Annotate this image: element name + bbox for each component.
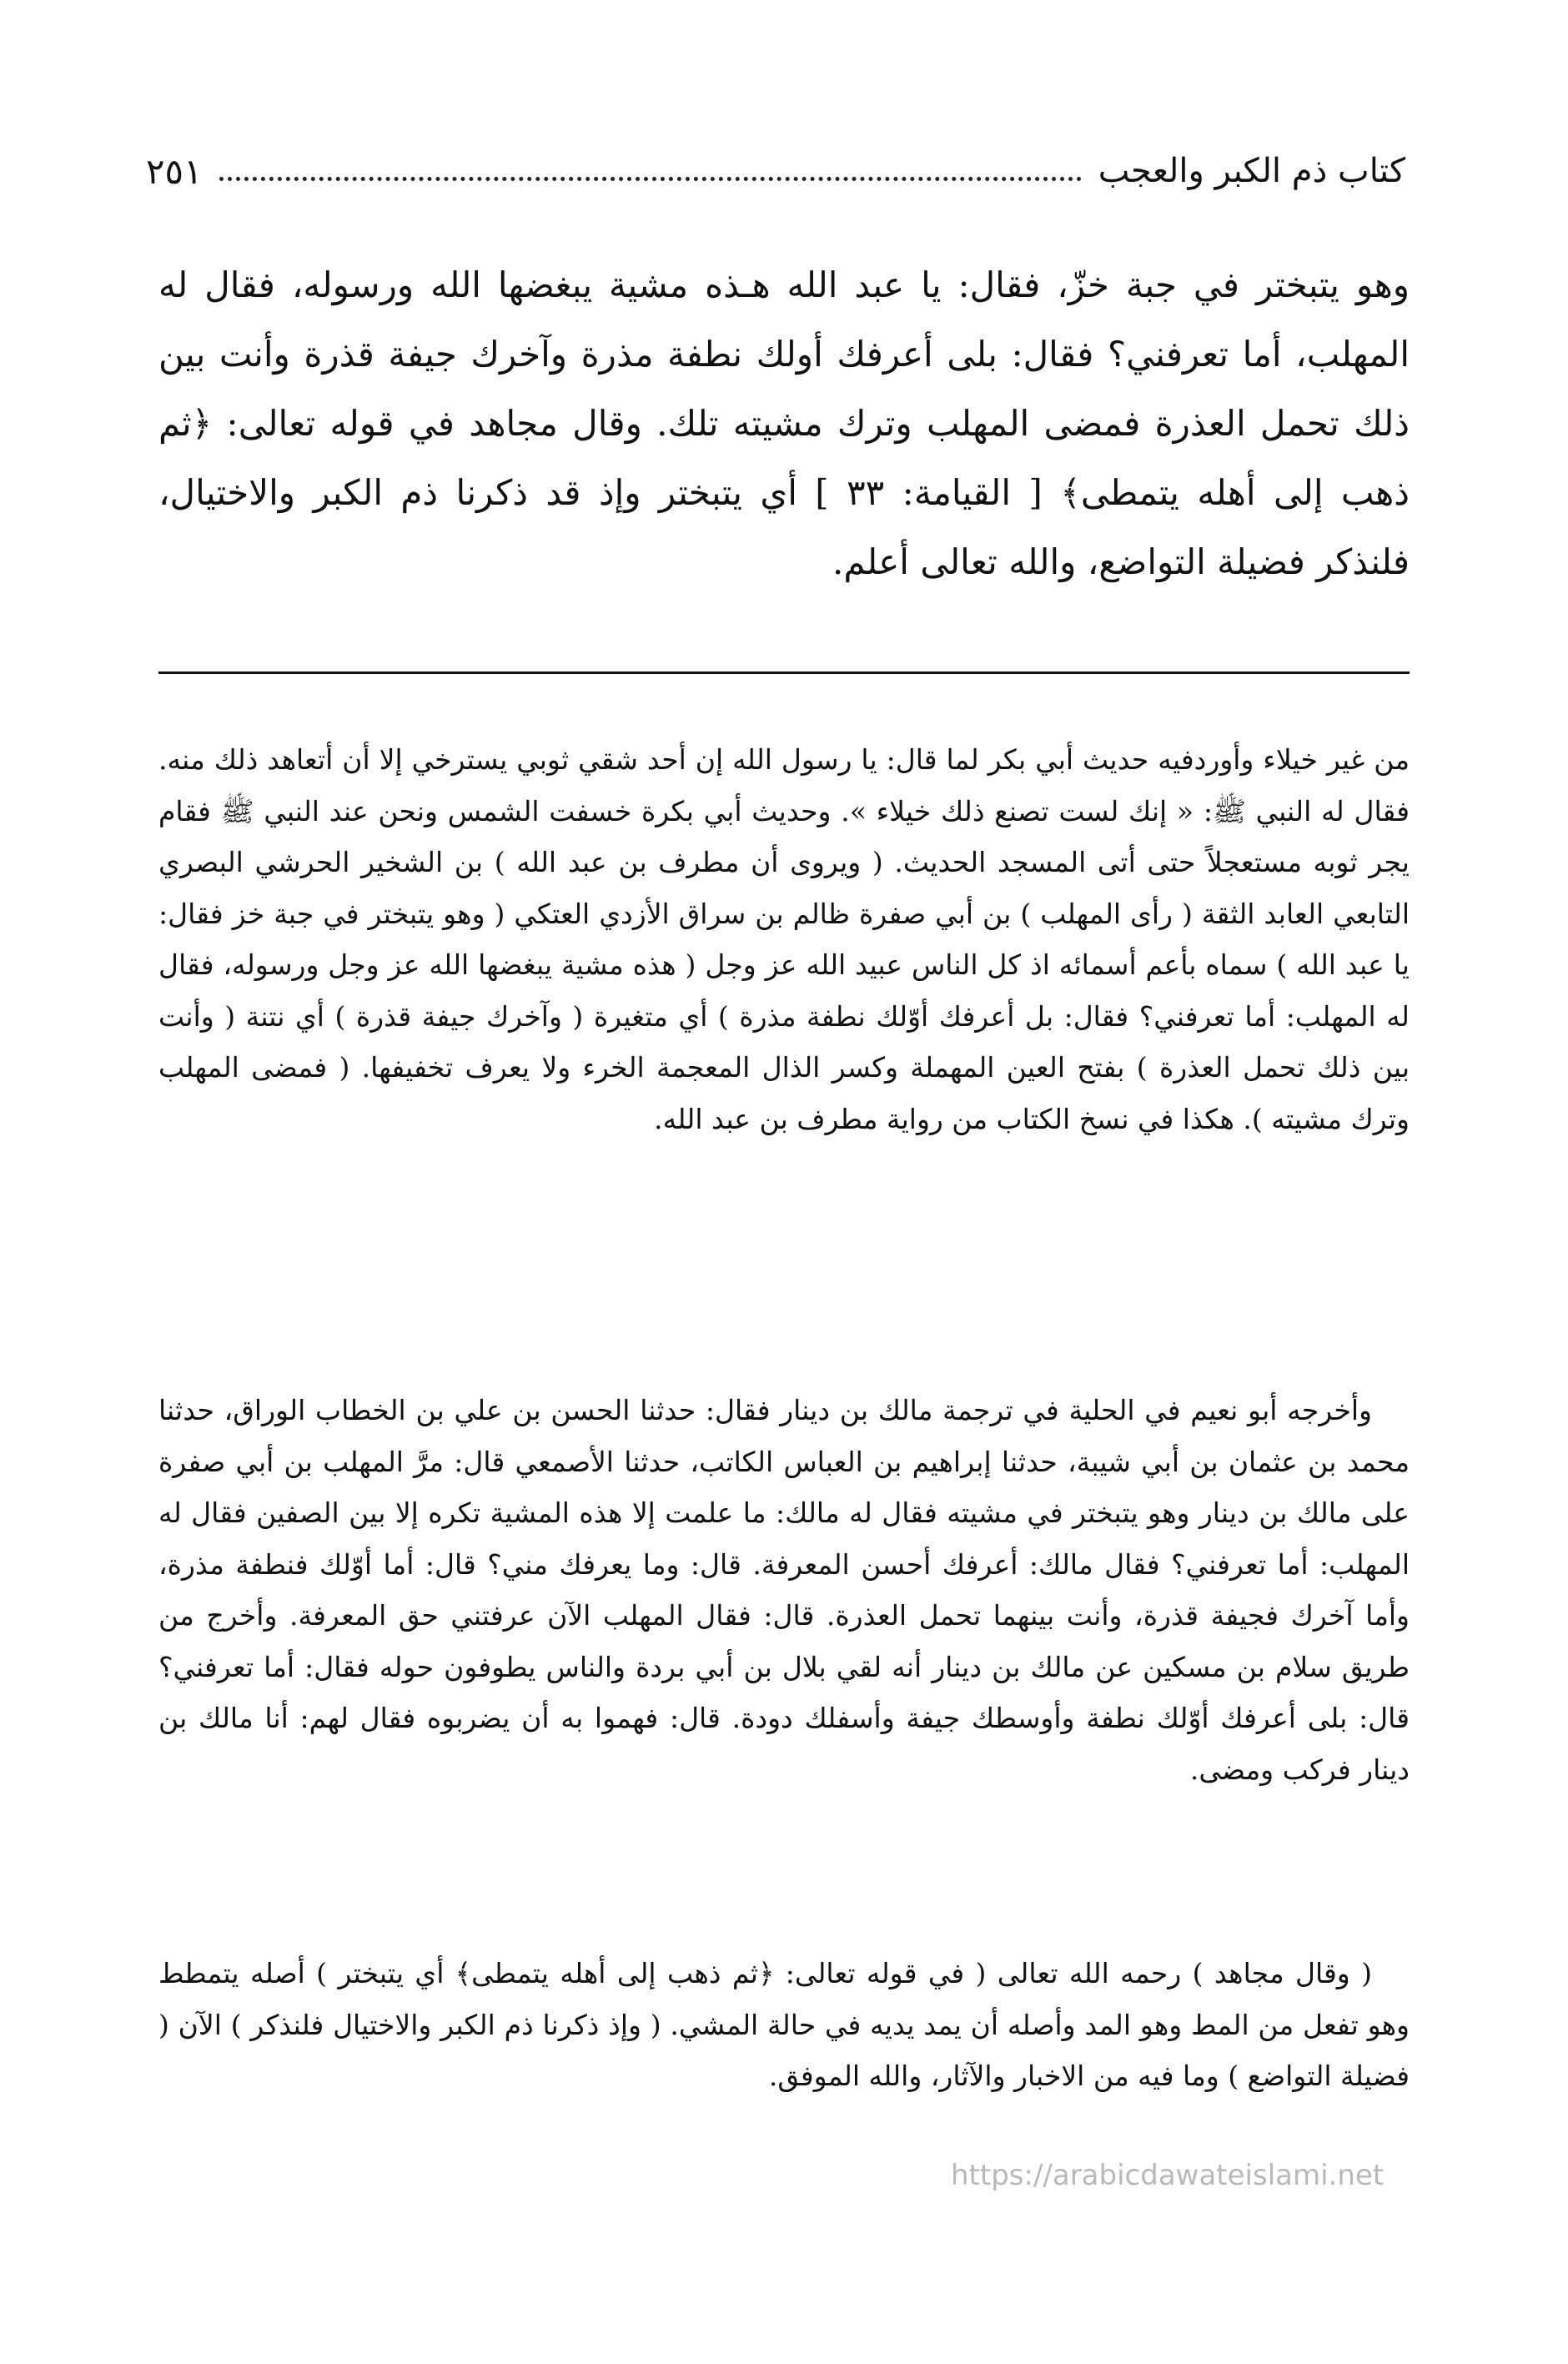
commentary-block-2 bbox=[158, 1385, 1410, 1795]
commentary-paragraph-2: وأخرجه أبو نعيم في الحلية في ترجمة مالك بن دينار فقال: حدثنا الحسن بن علي بن الخطاب الوراق، حدثنا محمد بن عثمان بن أبي شيبة، حدثنا إبراهيم بن العباس الكاتب، حدثنا الأصمعي قال: مرَّ المهلب بن أبي صفرة على مالك بن دينار وهو يتبختر في مشيته فقال له مالك: ما علمت إلا هذه المشية تكره إلا بين الصفين فقال له المهلب: أما تعرفني؟ فقال مالك: أعرفك أحسن المعرفة. قال: وما يعرفك مني؟ قال: أما أوّلك فنطفة مذرة، وأما آخرك فجيفة قذرة، وأنت بينهما تحمل العذرة. قال: فقال المهلب الآن عرفتني حق المعرفة. وأخرج من طريق سلام بن مسكين عن مالك بن دينار أنه لقي بلال بن أبي بردة والناس يطوفون حوله فقال: أما تعرفني؟ قال: بلى أعرفك أوّلك نطفة وأوسطك جيفة وأسفلك دودة. قال: فهموا به أن يضربوه فقال لهم: أنا مالك بن دينار فركب ومضى. bbox=[158, 1394, 1410, 1786]
watermark-url: https://arabicdawateislami.net bbox=[951, 2159, 1385, 2192]
commentary-paragraph-1: من غير خيلاء وأوردفيه حديث أبي بكر لما قال: يا رسول الله إن أحد شقي ثوبي يسترخي إلا أن أتعاهد ذلك منه. فقال له النبي ﷺ: « إنك لست تصنع ذلك خيلاء ». وحديث أبي بكرة خسفت الشمس ونحن عند النبي ﷺ فقام يجر ثوبه مستعجلاً حتى أتى المسجد الحديث. ( ويروى أن مطرف بن عبد الله ) بن الشخير الحرشي البصري التابعي العابد الثقة ( رأى المهلب ) بن أبي صفرة ظالم بن سراق الأزدي العتكي ( وهو يتبختر في جبة خز فقال: يا عبد الله ) سماه بأعم أسمائه اذ كل الناس عبيد الله عز وجل ( هذه مشية يبغضها الله عز وجل ورسوله، فقال له المهلب: أما تعرفني؟ فقال: بل أعرفك أوّلك نطفة مذرة ) أي متغيرة ( وآخرك جيفة قذرة ) أي نتنة ( وأنت بين ذلك تحمل العذرة ) بفتح العين المهملة وكسر الذال المعجمة الخرء ولا يعرف تخفيفها. ( فمضى المهلب وترك مشيته ). هكذا في نسخ الكتاب من رواية مطرف بن عبد الله. bbox=[158, 743, 1410, 1135]
footnote-divider bbox=[158, 671, 1410, 674]
page-header bbox=[146, 142, 1405, 200]
commentary-block-3 bbox=[158, 1948, 1410, 2102]
page-number: ٢٥١ bbox=[146, 150, 203, 192]
commentary-paragraph-3: ( وقال مجاهد ) رحمه الله تعالى ( في قوله تعالى: ﴿ثم ذهب إلى أهله يتمطى﴾ أي يتبختر ) أصله يتمطط وهو تفعل من المط وهو المد وأصله أن يمد يديه في حالة المشي. ( وإذ ذكرنا ذم الكبر والاختيال فلنذكر ) الآن ( فضيلة التواضع ) وما فيه من الاخبار والآثار، والله الموفق. bbox=[158, 1957, 1410, 2092]
commentary-block-1 bbox=[158, 734, 1410, 1144]
dotted-leader bbox=[219, 162, 1082, 181]
running-title: كتاب ذم الكبر والعجب bbox=[1098, 152, 1405, 190]
main-paragraph: وهو يتبختر في جبة خزّ، فقال: يا عبد الله هـذه مشية يبغضها الله ورسوله، فقال له المهلب، أما تعرفني؟ فقال: بلى أعرفك أولك نطفة مذرة وآخرك جيفة قذرة وأنت بين ذلك تحمل العذرة فمضى المهلب وترك مشيته تلك. وقال مجاهد في قوله تعالى: ﴿ثم ذهب إلى أهله يتمطى﴾ [ القيامة: ٣٣ ] أي يتبختر وإذ قد ذكرنا ذم الكبر والاختيال، فلنذكر فضيلة التواضع، والله تعالى أعلم. bbox=[158, 264, 1410, 582]
main-text-block bbox=[158, 250, 1410, 596]
